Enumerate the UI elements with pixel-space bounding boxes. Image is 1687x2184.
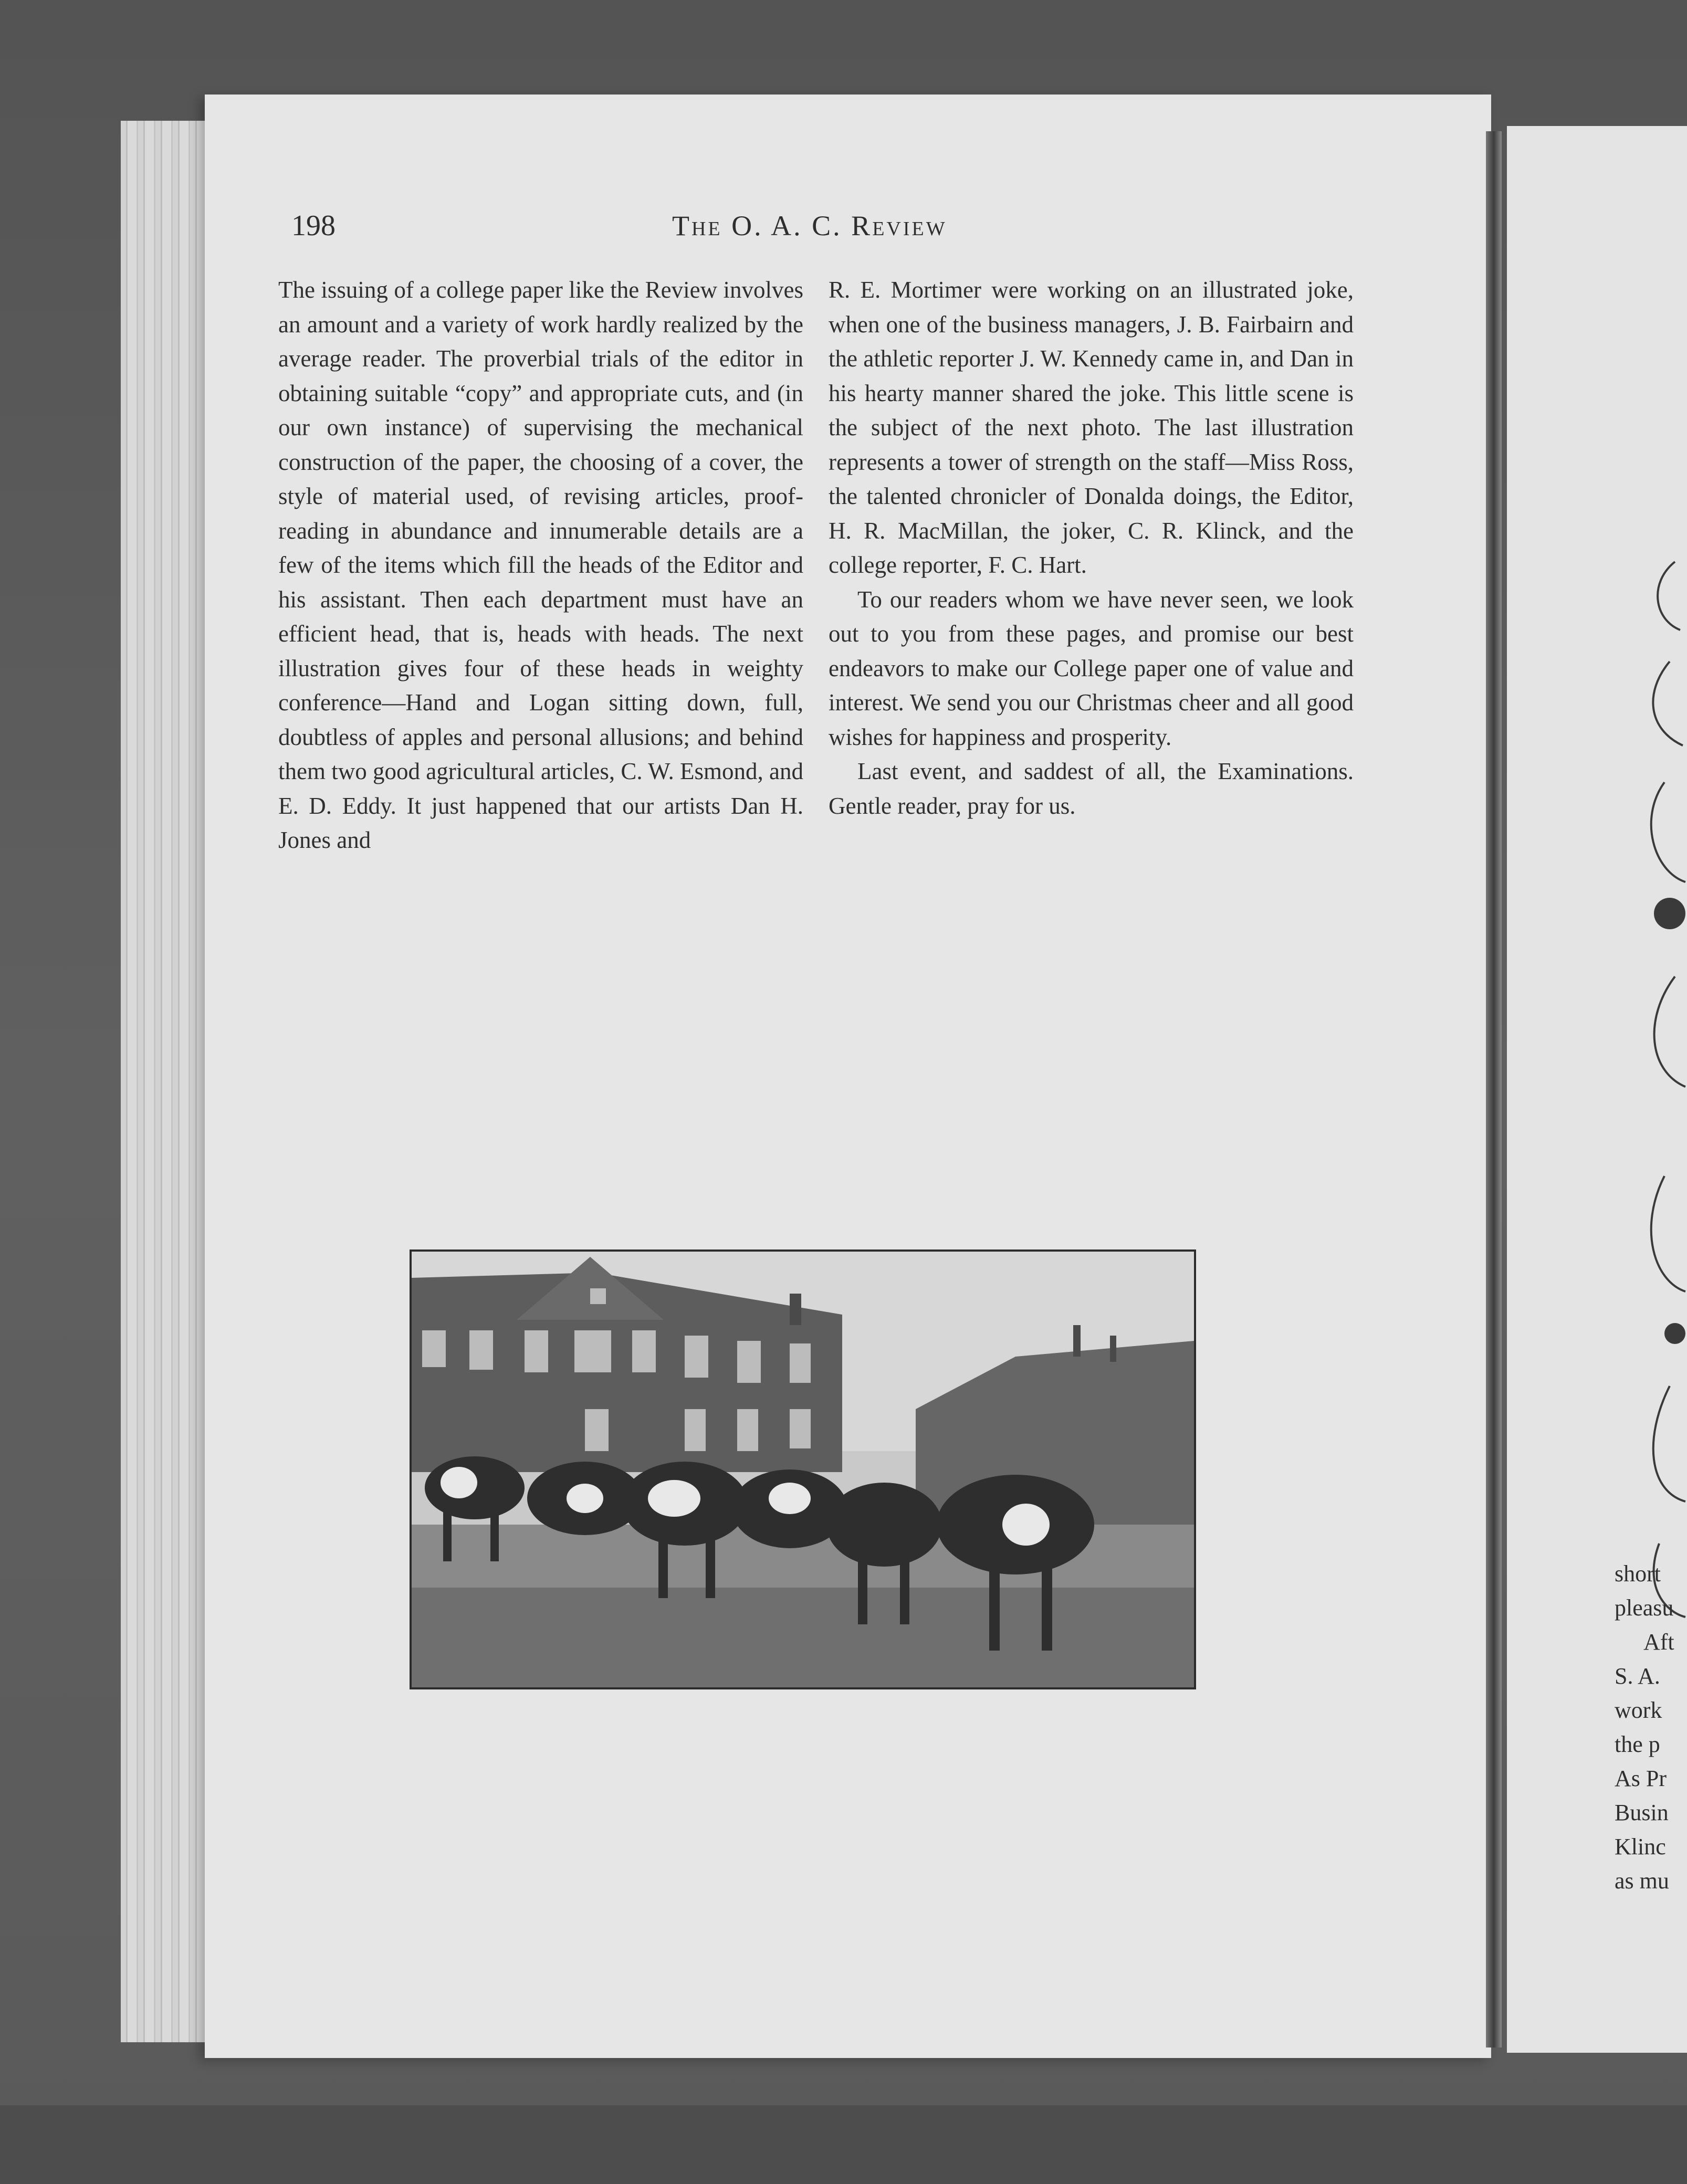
text-fragment: As Pr — [1615, 1766, 1667, 1791]
right-page-fragment — [1507, 126, 1687, 2053]
text-fragment: the p — [1615, 1731, 1660, 1757]
text-fragment: work — [1615, 1697, 1662, 1723]
running-title: The O. A. C. Review — [672, 210, 947, 242]
book-gutter — [1486, 131, 1502, 2048]
paragraph: To our readers whom we have never seen, we look out to you from these pages, and promise our best endeavors to make our College paper one of value and interest. We send you our Christmas cheer and all good wishes for happiness and prosperity. — [829, 586, 1354, 750]
text-fragment: Busin — [1615, 1800, 1669, 1825]
photo-cattle-barn — [410, 1250, 1196, 1689]
page-number: 198 — [291, 209, 336, 242]
text-fragment: Klinc — [1615, 1834, 1666, 1860]
text-column-left — [278, 273, 803, 858]
text-fragment: S. A. — [1615, 1663, 1660, 1689]
paragraph: The issuing of a college paper like the Review involves an amount and a variety of work hardly realized by the average reader. The proverbial trials of the editor in obtaining suitable “copy” and appropriate cuts, and (in our own instance) of supervising the mechanical construction of the paper, the choosing of a cover, the style of material used, of revising articles, proof-reading in abundance and innumerable details are a few of the items which fill the heads of the Editor and his assistant. Then each department must have an efficient head, that is, heads with heads. The next illustration gives four of these heads in weighty conference—Hand and Logan sitting down, full, doubtless of apples and personal allusions; and behind them two good agricultural articles, C. W. Esmond, and E. D. Eddy. It just happened that our artists Dan H. Jones and — [278, 277, 803, 853]
decorative-illustration — [1633, 546, 1687, 1622]
text-column-right — [829, 273, 1354, 823]
text-fragment: pleasu — [1615, 1595, 1674, 1621]
right-page-text-fragments — [1615, 1557, 1687, 1898]
text-fragment: Aft — [1643, 1629, 1674, 1655]
paragraph: Last event, and saddest of all, the Examinations. Gentle reader, pray for us. — [829, 758, 1354, 819]
film-edge — [0, 2105, 1687, 2184]
text-fragment: short — [1615, 1561, 1661, 1587]
paragraph: R. E. Mortimer were working on an illustrated joke, when one of the business managers, J. B. Fairbairn and the athletic reporter J. W. Kennedy came in, and Dan in his hearty manner shared the joke. This little scene is the subject of the next photo. The last illustration represents a tower of strength on the staff—Miss Ross, the talented chronicler of Donalda doings, the Editor, H. R. MacMillan, the joker, C. R. Klinck, and the college reporter, F. C. Hart. — [829, 277, 1354, 578]
text-fragment: as mu — [1615, 1868, 1669, 1894]
